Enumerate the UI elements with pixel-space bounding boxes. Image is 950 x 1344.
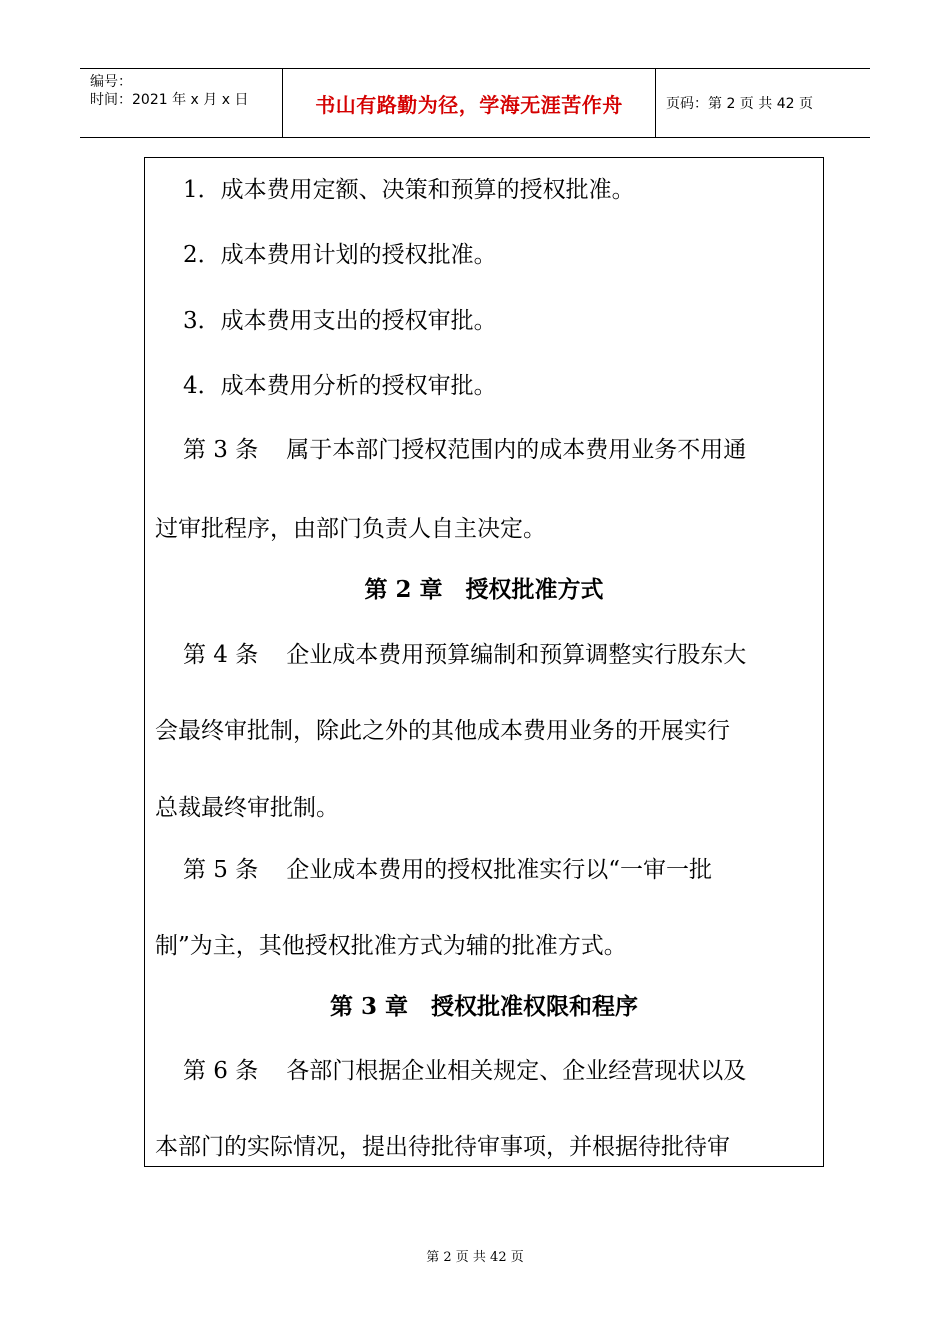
header-motto-cell: [283, 69, 655, 137]
list-item: 4．成本费用分析的授权审批。: [183, 373, 497, 399]
article-5: [183, 851, 712, 884]
article-text: 过审批程序，由部门负责人自主决定。: [155, 516, 546, 542]
article-text: 各部门根据企业相关规定、企业经营现状以及: [286, 1058, 747, 1084]
article-label: 第 5 条: [183, 857, 259, 883]
header-page-info: 页码：第 2 页 共 42 页: [666, 96, 813, 112]
document-date: 时间：2021 年 x 月 x 日: [90, 92, 249, 108]
list-item: 1．成本费用定额、决策和预算的授权批准。: [183, 177, 635, 203]
page-header: [80, 68, 870, 138]
article-label: 第 4 条: [183, 642, 259, 668]
article-text: 总裁最终审批制。: [155, 795, 339, 821]
article-3: [183, 431, 746, 464]
article-label: 第 3 条: [183, 437, 259, 463]
header-motto: 书山有路勤为径，学海无涯苦作舟: [315, 92, 623, 117]
article-text: 制”为主，其他授权批准方式为辅的批准方式。: [155, 933, 627, 959]
list-item: 2．成本费用计划的授权批准。: [183, 242, 497, 268]
chapter-heading: 第 2 章 授权批准方式: [364, 576, 604, 603]
list-item: 3．成本费用支出的授权审批。: [183, 308, 497, 334]
document-body: [144, 157, 824, 1167]
article-text: 会最终审批制，除此之外的其他成本费用业务的开展实行: [155, 718, 730, 744]
page-footer: 第 2 页 共 42 页: [426, 1250, 524, 1265]
article-label: 第 6 条: [183, 1058, 259, 1084]
article-text: 属于本部门授权范围内的成本费用业务不用通: [286, 437, 747, 463]
document-number-label: 编号：: [90, 74, 132, 90]
article-6: [183, 1052, 746, 1085]
article-text: 企业成本费用预算编制和预算调整实行股东大: [286, 642, 747, 668]
header-meta: [80, 69, 282, 137]
article-4: [183, 636, 746, 669]
chapter-heading: 第 3 章 授权批准权限和程序: [329, 993, 639, 1020]
article-text: 本部门的实际情况，提出待批待审事项，并根据待批待审: [155, 1134, 730, 1160]
article-text: 企业成本费用的授权批准实行以“一审一批: [286, 857, 713, 883]
